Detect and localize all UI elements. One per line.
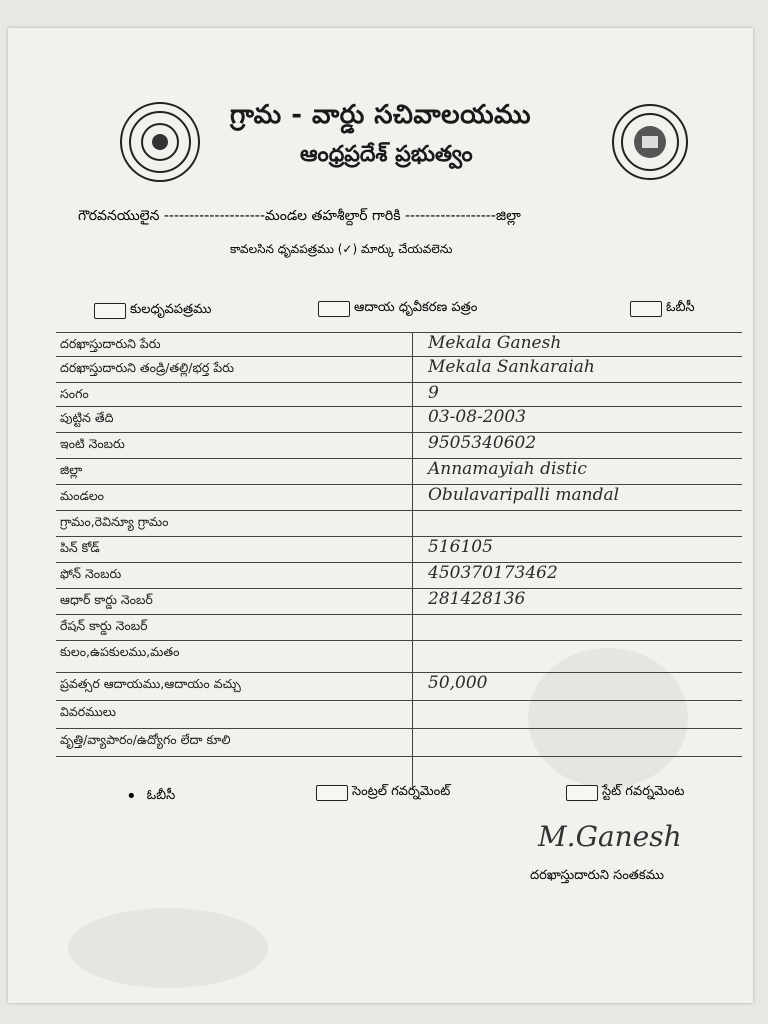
checkbox-obc[interactable] — [630, 300, 695, 318]
checkbox-central-government[interactable] — [316, 784, 450, 802]
field-label: ఆధార్ కార్డు నెంబర్ — [60, 592, 153, 607]
field-label: జిల్లా — [60, 462, 83, 477]
table-row-line — [56, 510, 742, 511]
table-row-line — [56, 536, 742, 537]
field-value[interactable]: Obulavaripalli mandal — [428, 485, 620, 505]
field-label: ఫోన్ నెంబరు — [60, 566, 122, 581]
field-label: సంగం — [60, 386, 89, 401]
field-label: కులం,ఉపకులము,మతం — [60, 644, 180, 659]
field-value[interactable]: 03-08-2003 — [428, 407, 527, 427]
checkbox-label: ఓబీసీ — [666, 300, 695, 315]
instruction-text: కావలసిన ధృవపత్రము (✓) మార్కు చేయవలెను — [230, 242, 453, 256]
checkbox-state-government[interactable] — [566, 784, 684, 802]
checkbox-box[interactable] — [318, 301, 350, 317]
field-value[interactable]: 516105 — [428, 537, 493, 557]
field-label: రేషన్ కార్డు నెంబర్ — [60, 618, 148, 633]
table-row-line — [56, 458, 742, 459]
paper-stain — [528, 648, 688, 788]
table-row-line — [56, 432, 742, 433]
table-row-line — [56, 700, 742, 701]
table-row-line — [56, 382, 742, 383]
table-row-line — [56, 640, 742, 641]
field-label: వృత్తి/వ్యాపారం/ఉద్యోగం లేదా కూలి — [60, 732, 231, 747]
checkbox-label: కులధృవపత్రము — [130, 302, 212, 317]
checkbox-box[interactable] — [94, 303, 126, 319]
table-bottom-line — [56, 756, 742, 757]
checkbox-income-certificate[interactable] — [318, 300, 477, 318]
field-value[interactable]: 450370173462 — [428, 563, 558, 583]
field-label: మండలం — [60, 488, 105, 503]
field-label: పుట్టిన తేది — [60, 410, 114, 425]
field-label: ఇంటి నెంబరు — [60, 436, 125, 451]
government-seal-right — [612, 104, 688, 180]
field-value[interactable]: Mekala Sankaraiah — [428, 357, 595, 377]
page-subtitle: ఆంధ్రప్రదేశ్ ప్రభుత్వం — [300, 142, 473, 167]
table-row-line — [56, 614, 742, 615]
option-obc[interactable] — [126, 786, 175, 807]
page-title: గ్రామ - వార్డు సచివాలయము — [230, 100, 532, 130]
checkbox-label: స్టేట్ గవర్నమెంట — [602, 784, 685, 799]
field-value[interactable]: 9 — [428, 383, 439, 403]
checkbox-caste-certificate[interactable] — [94, 302, 211, 320]
government-seal-left — [120, 102, 200, 182]
table-row-line — [56, 332, 742, 333]
field-label: ప్రవత్సర ఆదాయము,ఆదాయం వచ్చు — [60, 676, 241, 691]
table-row-line — [56, 588, 742, 589]
table-row-line — [56, 406, 742, 407]
state-emblem-icon — [614, 106, 686, 178]
paper-stain — [68, 908, 268, 988]
field-value[interactable]: Mekala Ganesh — [428, 333, 562, 353]
seal-emblem-icon — [122, 104, 198, 180]
field-label: గ్రామం,రెవిన్యూ గ్రామం — [60, 514, 169, 529]
field-value[interactable]: 9505340602 — [428, 433, 537, 453]
field-value[interactable]: Annamayiah distic — [428, 459, 587, 479]
applicant-signature: M.Ganesh — [538, 820, 682, 853]
checkbox-box[interactable] — [630, 301, 662, 317]
column-divider — [412, 332, 413, 790]
table-row-line — [56, 562, 742, 563]
table-row-line — [56, 728, 742, 729]
field-label: పిన్ కోడ్ — [60, 540, 100, 555]
bullet-icon: • — [126, 786, 137, 807]
field-value[interactable]: 281428136 — [428, 589, 526, 609]
field-label: దరఖాస్తుదారుని తండ్రి/తల్లి/భర్త పేరు — [60, 360, 234, 375]
field-label: వివరములు — [60, 704, 116, 719]
checkbox-box[interactable] — [316, 785, 348, 801]
checkbox-label: ఆదాయ ధృవీకరణ పత్రం — [354, 300, 478, 315]
field-value[interactable]: 50,000 — [428, 673, 488, 693]
table-row-line — [56, 356, 742, 357]
address-line: గౌరవనయులైన --------------------మండల తహశీల్దార్ గారికి ------------------జిల్లా — [78, 208, 521, 224]
signature-label: దరఖాస్తుదారుని సంతకము — [530, 868, 664, 883]
checkbox-label: సెంట్రల్ గవర్నమెంట్ — [352, 784, 451, 799]
table-row-line — [56, 672, 742, 673]
table-row-line — [56, 484, 742, 485]
field-label: దరఖాస్తుదారుని పేరు — [60, 336, 161, 351]
checkbox-box[interactable] — [566, 785, 598, 801]
option-label: ఓబీసీ — [146, 787, 176, 803]
